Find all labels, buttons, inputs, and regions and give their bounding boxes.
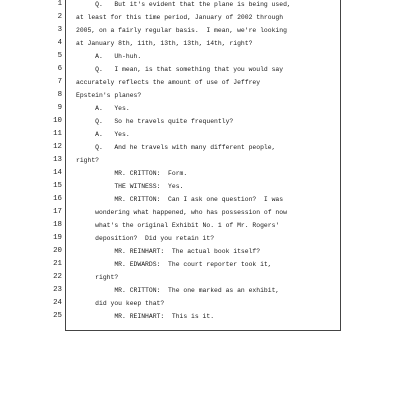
line-number: 9: [57, 103, 62, 112]
line-text: at least for this time period, January of 2002 through: [76, 13, 284, 21]
transcript-line: [0, 89, 400, 102]
line-text: deposition? Did you retain it?: [76, 234, 215, 242]
line-text: MR. CRITTON: Can I ask one question? I was: [76, 195, 284, 203]
line-number: 7: [57, 77, 62, 86]
line-text: A. Yes.: [76, 130, 130, 138]
line-text: MR. CRITTON: Form.: [76, 169, 188, 177]
line-text: did you keep that?: [76, 299, 165, 307]
transcript-line: [0, 141, 400, 154]
line-text: A. Uh-huh.: [76, 52, 142, 60]
line-number: 22: [53, 272, 62, 281]
line-text: MR. EDWARDS: The court reporter took it,: [76, 260, 272, 268]
line-number: 1: [57, 0, 62, 8]
transcript-line: [0, 76, 400, 89]
transcript-line: [0, 180, 400, 193]
transcript-line: [0, 24, 400, 37]
transcript-line: [0, 232, 400, 245]
line-number: 8: [57, 90, 62, 99]
line-text: Epstein's planes?: [76, 91, 142, 99]
line-text: what's the original Exhibit No. 1 of Mr. Rogers': [76, 221, 280, 229]
line-text: MR. REINHART: The actual book itself?: [76, 247, 261, 255]
line-number: 19: [53, 233, 62, 242]
line-number: 14: [53, 168, 62, 177]
line-text: at January 8th, 11th, 13th, 13th, 14th, right?: [76, 39, 253, 47]
line-text: right?: [76, 273, 119, 281]
line-text: A. Yes.: [76, 104, 130, 112]
line-text: accurately reflects the amount of use of Jeffrey: [76, 78, 261, 86]
line-number: 13: [53, 155, 62, 164]
line-number: 10: [53, 116, 62, 125]
line-number: 12: [53, 142, 62, 151]
line-number: 2: [57, 12, 62, 21]
line-number: 4: [57, 38, 62, 47]
transcript-line: [0, 310, 400, 323]
line-number: 5: [57, 51, 62, 60]
transcript-line: [0, 11, 400, 24]
line-text: THE WITNESS: Yes.: [76, 182, 184, 190]
transcript-line: [0, 219, 400, 232]
line-text: wondering what happened, who has possession of now: [76, 208, 287, 216]
transcript-line: [0, 193, 400, 206]
transcript-line: [0, 167, 400, 180]
transcript-line: [0, 0, 400, 11]
transcript-line: [0, 37, 400, 50]
line-number: 20: [53, 246, 62, 255]
line-text: MR. CRITTON: The one marked as an exhibit,: [76, 286, 280, 294]
line-number: 21: [53, 259, 62, 268]
transcript-line: [0, 284, 400, 297]
transcript-line: [0, 245, 400, 258]
transcript-line: [0, 258, 400, 271]
line-text: Q. I mean, is that something that you would say: [76, 65, 284, 73]
line-text: Q. But it's evident that the plane is being used,: [76, 1, 291, 8]
bottom-margin-rule: [65, 330, 341, 331]
line-text: MR. REINHART: This is it.: [76, 312, 215, 320]
line-number: 3: [57, 25, 62, 34]
line-text: right?: [76, 156, 100, 164]
line-number: 11: [53, 129, 62, 138]
line-number: 17: [53, 207, 62, 216]
line-text: Q. So he travels quite frequently?: [76, 117, 234, 125]
transcript-line: [0, 50, 400, 63]
line-text: 2005, on a fairly regular basis. I mean, we're looking: [76, 26, 287, 34]
line-number: 18: [53, 220, 62, 229]
line-number: 16: [53, 194, 62, 203]
transcript-line: [0, 271, 400, 284]
transcript-line: [0, 102, 400, 115]
transcript-line: [0, 154, 400, 167]
transcript-line: [0, 63, 400, 76]
line-number: 25: [53, 311, 62, 320]
line-number: 6: [57, 64, 62, 73]
line-number: 23: [53, 285, 62, 294]
transcript-line: [0, 206, 400, 219]
line-number: 24: [53, 298, 62, 307]
transcript-line: [0, 115, 400, 128]
line-text: Q. And he travels with many different people,: [76, 143, 276, 151]
transcript-line: [0, 297, 400, 310]
transcript-line: [0, 128, 400, 141]
line-number: 15: [53, 181, 62, 190]
